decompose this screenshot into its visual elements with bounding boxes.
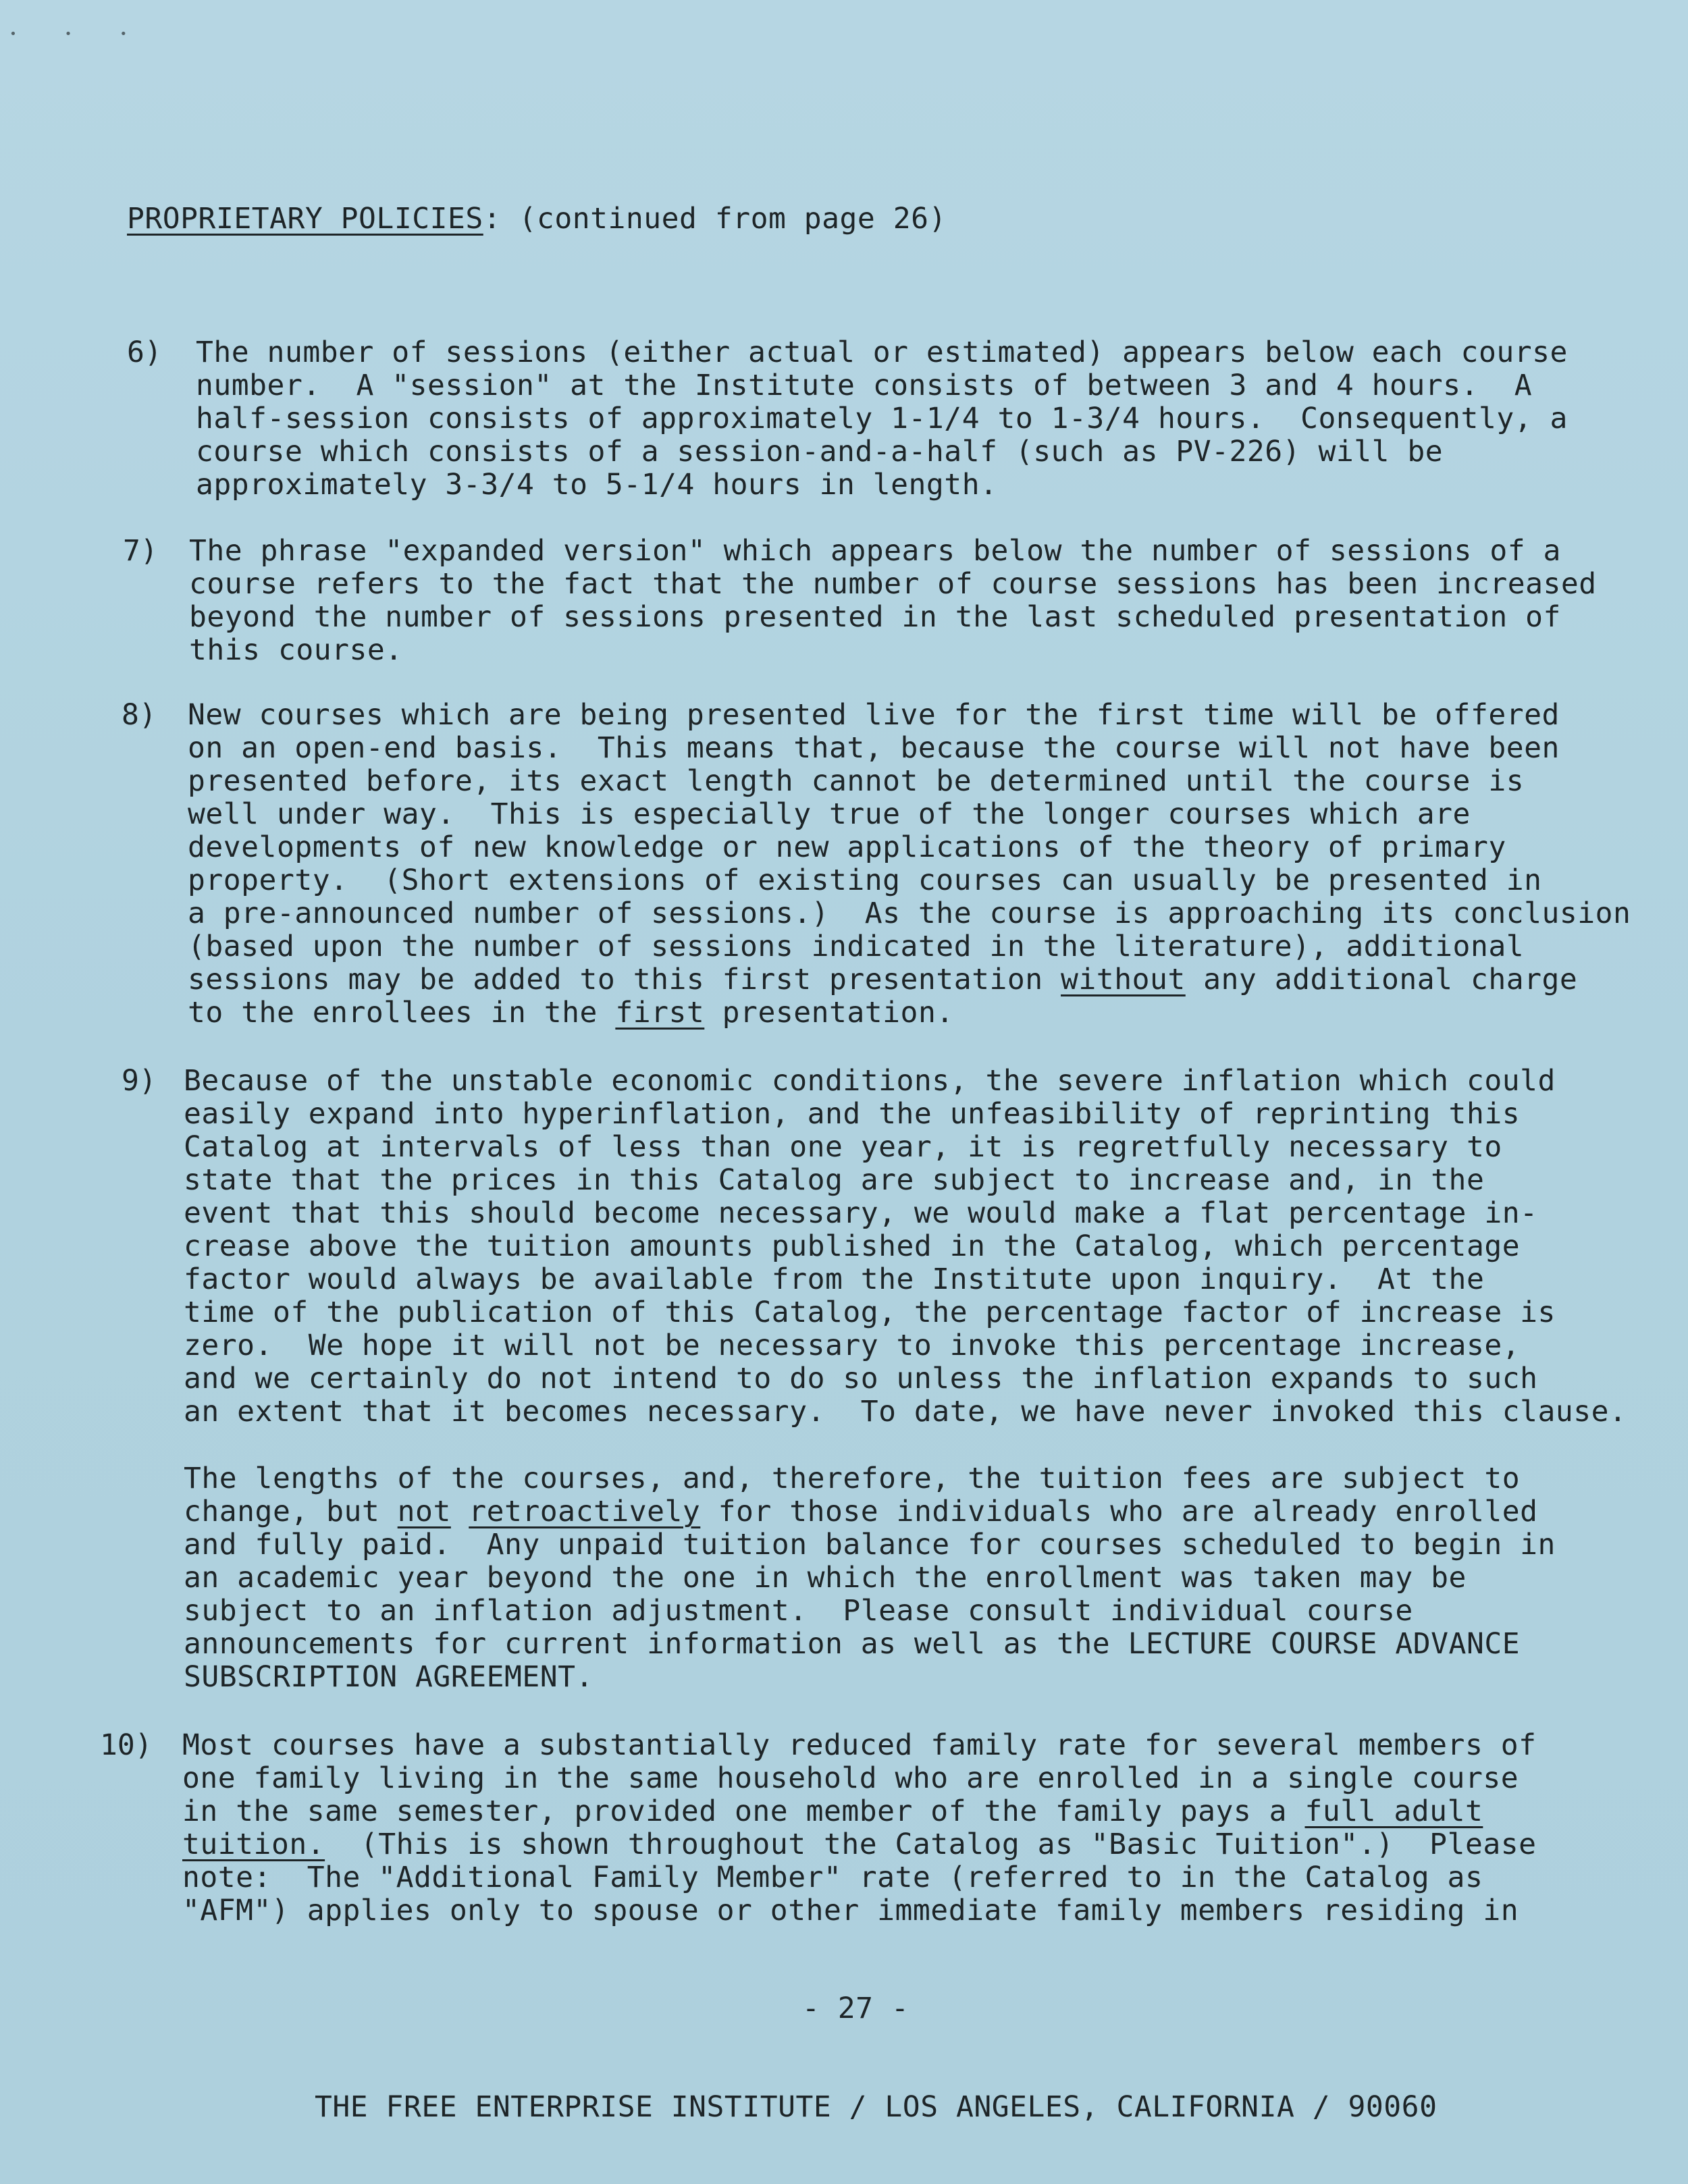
item-line: note: The "Additional Family Member" rate (referred to in the Catalog as (182, 1861, 1483, 1894)
item-line: New courses which are being presented live for the first time will be offered (188, 698, 1560, 732)
item-line: The phrase "expanded version" which appears below the number of sessions of a (189, 534, 1561, 568)
item-line: to the enrollees in the first presentation. (188, 996, 954, 1030)
item-line: crease above the tuition amounts published in the Catalog, which percentage (184, 1229, 1521, 1263)
item-line: number. A "session" at the Institute consists of between 3 and 4 hours. A (196, 369, 1533, 402)
item-line: Catalog at intervals of less than one year, it is regretfully necessary to (184, 1130, 1502, 1164)
item-line: an extent that it becomes necessary. To date, we have never invoked this clause. (184, 1395, 1627, 1429)
item-line: and fully paid. Any unpaid tuition balance for courses scheduled to begin in (184, 1528, 1556, 1562)
item-line: zero. We hope it will not be necessary to invoke this percentage increase, (184, 1329, 1521, 1362)
item-line: easily expand into hyperinflation, and the unfeasibility of reprinting this (184, 1097, 1521, 1131)
item-line: state that the prices in this Catalog are subject to increase and, in the (184, 1163, 1485, 1197)
emphasis-first: first (615, 996, 705, 1030)
item-line: time of the publication of this Catalog, the percentage factor of increase is (184, 1296, 1556, 1329)
item-number: 8) (122, 698, 157, 732)
page-number: - 27 - (802, 1992, 909, 2025)
item-line: Because of the unstable economic conditions, the severe inflation which could (184, 1064, 1556, 1098)
item-line: property. (Short extensions of existing courses can usually be presented in (188, 863, 1542, 897)
item-line: event that this should become necessary, we would make a flat percentage in- (184, 1196, 1538, 1230)
item-line: course which consists of a session-and-a-half (such as PV-226) will be (196, 435, 1444, 469)
item-line: The number of sessions (either actual or estimated) appears below each course (196, 336, 1568, 369)
emphasis-full-adult: full adult (1304, 1794, 1483, 1828)
item-line: an academic year beyond the one in which the enrollment was taken may be (184, 1561, 1467, 1595)
item-number: 7) (123, 534, 158, 568)
item-line: approximately 3-3/4 to 5-1/4 hours in length. (196, 468, 998, 502)
paper-specks: • • • (9, 27, 148, 41)
item-line: on an open-end basis. This means that, because the course will not have been (188, 731, 1560, 765)
item-line: tuition. (This is shown throughout the Catalog as "Basic Tuition".) Please (182, 1828, 1537, 1861)
item-line: The lengths of the courses, and, therefore, the tuition fees are subject to (184, 1462, 1521, 1495)
item-line: beyond the number of sessions presented in the last scheduled presentation of (189, 600, 1561, 634)
item-line: presented before, its exact length cannot be determined until the course is (188, 764, 1525, 798)
item-line: change, but not retroactively for those individuals who are already enrolled (184, 1495, 1538, 1528)
item-line: sessions may be added to this first presentation without any additional charge (188, 963, 1578, 996)
item-line: Most courses have a substantially reduced family rate for several members of (182, 1728, 1537, 1762)
heading-title: PROPRIETARY POLICIES (127, 202, 483, 236)
item-line: (based upon the number of sessions indicated in the literature), additional (188, 930, 1525, 963)
item-number: 9) (122, 1064, 157, 1098)
item-line: course refers to the fact that the number of course sessions has been increased (189, 567, 1597, 601)
item-line: "AFM") applies only to spouse or other immediate family members residing in (182, 1894, 1519, 1927)
item-line: announcements for current information as well as the LECTURE COURSE ADVANCE (184, 1627, 1521, 1661)
emphasis-without: without (1061, 963, 1186, 996)
page-heading: PROPRIETARY POLICIES: (continued from page 26) (127, 202, 947, 236)
item-line: a pre-announced number of sessions.) As the course is approaching its conclusion (188, 897, 1631, 930)
emphasis-tuition: tuition. (182, 1828, 325, 1861)
item-line: well under way. This is especially true of the longer courses which are (188, 797, 1471, 831)
heading-continued: (continued from page 26) (501, 202, 947, 236)
item-line: SUBSCRIPTION AGREEMENT. (184, 1660, 594, 1694)
emphasis-retroactively: retroactively (469, 1495, 701, 1528)
item-line: half-session consists of approximately 1-1/4 to 1-3/4 hours. Consequently, a (196, 402, 1568, 435)
item-number: 6) (127, 336, 162, 369)
item-line: developments of new knowledge or new applications of the theory of primary (188, 830, 1506, 864)
item-line: this course. (189, 633, 403, 667)
item-line: one family living in the same household who are enrolled in a single course (182, 1761, 1519, 1795)
page-footer: THE FREE ENTERPRISE INSTITUTE / LOS ANGELES, CALIFORNIA / 90060 (315, 2090, 1438, 2124)
item-line: subject to an inflation adjustment. Please consult individual course (184, 1594, 1413, 1628)
item-line: factor would always be available from the Institute upon inquiry. At the (184, 1262, 1485, 1296)
item-line: in the same semester, provided one member of the family pays a full adult (182, 1794, 1483, 1828)
emphasis-not: not (397, 1495, 451, 1528)
item-number: 10) (100, 1728, 153, 1762)
item-line: and we certainly do not intend to do so unless the inflation expands to such (184, 1362, 1538, 1395)
